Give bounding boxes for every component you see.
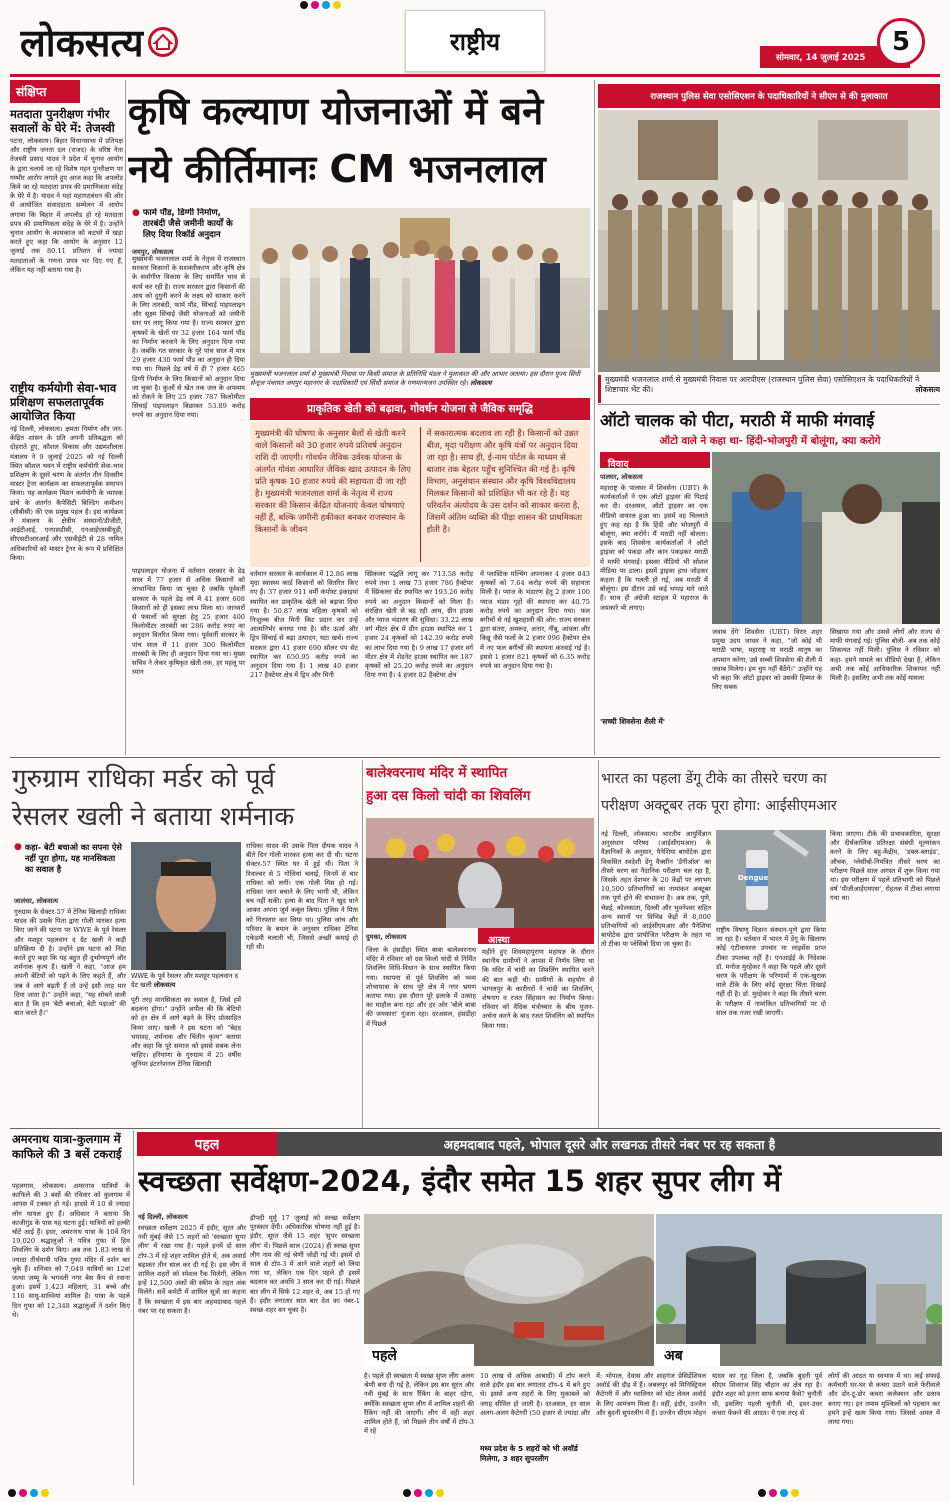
masthead bbox=[0, 0, 950, 78]
dengue-col-2: राष्ट्रीय विषाणु विज्ञान संस्थान-पुणे द्वारा किया जा रहा है। वर्तमान में भारत में डेंगू के खिलाफ कोई एंटीवायरल उपचार या लाइसेंस प्राप्त टीका उपलब्ध नहीं है। एनआईई के निदेशक डॉ. मनोज मुरहेकर ने कहा कि पहले और दूसरे चरण के परीक्षण के परिणामों में एक-खुराक वाले टीके के लिए कोई सुरक्षा चिंता दिखाई नहीं दी है। डॉ. मुरहेकर ने कहा कि तीसरे चरण के परीक्षण में नामांकित प्रतिभागियों पर दो साल तक नजर रखी जाएगी। bbox=[716, 926, 826, 1017]
dengue-photo bbox=[716, 830, 826, 922]
swachh-banner-text: अहमदाबाद पहले, भोपाल दूसरे और लखनऊ तीसरे नंबर पर रह सकता है bbox=[443, 1136, 776, 1152]
swachh-headline[interactable]: स्वच्छता सर्वेक्षण-2024, इंदौर समेत 15 शहर सुपर लीग में bbox=[138, 1164, 782, 1198]
swachh-tag: पहल bbox=[194, 1136, 220, 1153]
temple-col-1: जिला के हंसडीहा स्थित बाबा बालेश्वरनाथ मंदिर में रविवार को दस किलो चांदी से निर्मित शिवलिंग विधि-विधान के साथ स्थापित किया गया। स्थापना से पूर्व शिवलिंग को भव्य शोभायात्रा के साथ पूरे क्षेत्र में नगर भ्रमण कराया गया। इस दौरान पूरे इलाके में उत्साह का माहौल बना रहा और हर ओर 'बोले बाबा की जयकारा' गूंजता रहा। दरअसल, हंसडीहा में पिछले bbox=[366, 946, 476, 1028]
section-tab bbox=[405, 10, 545, 72]
police-title-bar: राजस्थान पुलिस सेवा एसोसिएशन के पदाधिकारियों ने सीएम से की मुलाकात bbox=[598, 84, 940, 108]
gurugram-photo-caption: WWE के पूर्व रेसलर और मशहूर पहलवान द ग्रेट खली लोकसत्य bbox=[131, 972, 238, 989]
auto-headline[interactable]: ऑटो चालक को पीटा, मराठी में माफी मंगवाई bbox=[600, 411, 875, 430]
auto-col-2: जवाब देंगे' शिवसेना (UBT) विरार शहर प्रमुख उदय जाधव ने कहा, "जो कोई भी मराठी भाषा, महाराष्ट्र या मराठी मानुष का अपमान करेगा, उसे सच्ची शिवसेना की शैली में जवाब मिलेगा। हम चुप नहीं बैठेंगे।" उन्होंने यह भी कहा कि ऑटो ड्राइवर को उसकी हिम्मत के लिए सबक bbox=[712, 628, 822, 692]
vial-label: Dengue bbox=[738, 874, 769, 882]
temple-photo bbox=[366, 818, 594, 928]
gurugram-byline: जालंधर, लोकसत्य bbox=[14, 897, 59, 905]
gurugram-photo bbox=[131, 842, 241, 970]
police-photo bbox=[598, 110, 940, 372]
auto-tag: विवाद bbox=[600, 452, 710, 468]
lead-byline: जयपुर, लोकसत्य bbox=[132, 248, 174, 256]
lead-photo bbox=[250, 208, 590, 368]
section-title: राष्ट्रीय bbox=[449, 27, 501, 56]
lead-kicker: ● फार्म पौंड, डिग्गी निर्माण, तारबंदी जैसे जमीनी कार्यों के लिए दिया रिकॉर्ड अनुदान जयपुर, लोकसत्य bbox=[132, 208, 245, 256]
gurugram-kicker: ● कहा- बेटी बचाओ का सपना ऐसे नहीं पूरा होगा, यह मानसिकता का सवाल है bbox=[14, 842, 122, 874]
brief-column bbox=[10, 80, 123, 755]
temple-col-2: महीने हुए शिवमहापुराण महायज्ञ के दौरान स्थानीय ग्रामीणों ने आपस में निर्णय लिया था कि मंदिर में चांदी का शिवलिंग स्थापित करने की बात कही थी। ग्रामीणों के सहयोग से भागलपुर के कारीगरों ने चांदी का शिवलिंग, शेषनाग व रजत सिंहासन का निर्माण किया। रविवार को वैदिक मंत्रोच्चार के बीच पूजन-अर्चना करने के बाद रजत शिवलिंग को स्थापित किया गया। bbox=[482, 948, 594, 1030]
auto-photo bbox=[712, 452, 940, 624]
amarnath-headline[interactable]: अमरनाथ यात्रा-कुलगाम में काफिले की 3 बसें टकराई bbox=[12, 1132, 122, 1161]
swachh-col-1: स्वच्छता सर्वेक्षण 2025 में इंदौर, सूरत और नवी मुंबई जैसे 15 शहरों को 'स्वच्छता सुपर लीग' में रखा गया है। पहले इनमें दो साल टॉप-3 में रहे शहर शामिल होते थे, अब अवार्ड बढ़ाकर तीन साल कर दी गई है। इस लीग में शामिल शहरों को स्पेशल रैंक मिलेगी, लेकिन इन्हें 12,500 अंकों की स्कीम के तहत अंक मिलेंगे। सर्वे कमेटी में शामिल सूत्रों का कहना है कि स्वच्छता में इस बार अहमदाबाद पहले नंबर पर रह सकता है। bbox=[138, 1224, 246, 1315]
gurugram-col-2: पूरी तरह मानसिकता का सवाल है, जिसे हमें बदलना होगा।" उन्होंने अपील की कि बेटियों को हर क्षेत्र में आगे बढ़ने के लिए प्रोत्साहित किया जाए। खली ने इस घटना को "बेहद भयावह, शर्मनाक और चिंतीन कृत्य" बताया और कहा कि पूरे समाज को इससे सबक लेना चाहिए। हरियाणा के गुरुग्राम में 25 वर्षीय जूनियर इंटरनेशनल टेनिस खिलाड़ी bbox=[131, 996, 241, 1069]
brief-headline-2[interactable]: राष्ट्रीय कर्मयोगी सेवा-भाव प्रशिक्षण सफलतापूर्वक आयोजित किया bbox=[10, 381, 117, 423]
auto-col-1: महाराष्ट्र के पालघर में शिवसेना (UBT) के कार्यकर्ताओं ने एक ऑटो ड्राइवर की पिटाई कर दी। दरअसल, ऑटो ड्राइवर का एक वीडियो वायरल हुआ था। इसमें वह चिल्लाते हुए कह रहा है कि हिंदी और भोजपुरी में बोलूंगा, क्या करोगे। मैं मराठी नहीं बोलता। इसके बाद शिवसेना कार्यकर्ताओं ने ऑटो ड्राइवर को पकड़ा और कान पकड़कर मराठी में माफी मंगवाई। इसका वीडियो भी सोशल मीडिया पर डाला। इसमें ड्राइवर हाथ जोड़कर कहता है कि गलती हो गई, अब मराठी में बोलूंगा। इस दौरान उसे कई थप्पड़ मारे जाते हैं। साथ ही अंग्रेजी स्टाइल में महाराज के जयकारे भी लगाए। bbox=[600, 484, 708, 612]
before-label: पहले bbox=[364, 1344, 474, 1366]
swachh-col-2: द्रौपदी मुर्मु 17 जुलाई को स्वच्छ सर्वेक्षण पुरस्कार देंगी। अधिकारिक घोषणा नहीं हुई है। इंदौर, सूरत जैसे 15 शहर 'सुपर स्वच्छता लीग' में। पिछले साल (2024) ही स्वच्छ सुपर लीग नाम की नई श्रेणी जोड़ी गई थी। इसमें दो साल से टॉप-3 में आने वाले शहरों को लिया गया था, लेकिन एक दिन पहले ही इसमें बदलाव कर अवधि 3 साल कर दी गई। पिछले बार लीग में सिर्फ 12 शहर थे, अब 15 हो गए हैं। इंदौर लगातार सात बार देश का नंबर-1 स्वच्छ शहर बन चुका है। bbox=[250, 1214, 360, 1315]
highlight-box: मुख्यमंत्री की घोषणा के अनुसार बैलों से खेती करने वाले किसानों को 30 हजार रुपये प्रतिवर्ष अनुदान राशि दी जाएगी। गोवर्धन जैविक उर्वरक योजना के अंतर्गत गोवंश आधारित जैविक खाद उत्पादन के लिए प्रति कृषक 10 हजार रुपये की सहायता दी जा रही है। मुख्यमंत्री भजनलाल शर्मा के नेतृत्व में राज्य सरकार की किसान केंद्रित योजनाएं केवल घोषणाएं नहीं हैं, बल्कि जमीनी हकीकत बनकर राजस्थान के किसानों के जीवन में सकारात्मक बदलाव ला रही हैं। किसानों को उन्नत बीज, मृदा परीक्षण और कृषि यंत्रों पर अनुदान दिया जा रहा है। साथ ही, ई-नाम पोर्टल के माध्यम से बाजार तक बेहतर पहुँच सुनिश्चित की गई है। कृषि विभाग, अनुसंधान संस्थान और कृषि विश्वविद्यालय मिलकर किसानों को प्रशिक्षित भी कर रहे हैं। यह परिवर्तन अंत्योदय के उस दर्शन को साकार करता है, जिसमें अंतिम व्यक्ति की पीड़ा शासन की प्राथमिकता होती है। bbox=[250, 422, 590, 567]
swachh-banner bbox=[137, 1132, 942, 1156]
temple-byline: दुमका, लोकसत्य bbox=[366, 933, 407, 941]
swachh-before-photo bbox=[364, 1214, 654, 1366]
swachh-bot-2-head: मध्य प्रदेश के 5 शहरों को भी अवॉर्ड मिलेगा, 3 शहर सुपरलीग bbox=[480, 1444, 578, 1463]
lead-col-4: स्प्रिंकलर पद्धति लागू कर 713.58 करोड़ रुपये तथा 1 लाख 73 हजार 786 हैक्टेयर में स्प्रिंकलर सेट स्थापित कर 193.26 करोड़ रुपये का अनुदान किसानों को मिला है। संरक्षित खेती से बढ़ रही आय, ग्रीन हाउस और प्याज भंडारण की सुविधा। 33.22 लाख वर्ग मीटर क्षेत्र में ग्रीन हाउस स्थापित कर 1 हजार 24 कृषकों को 142.39 करोड़ रुपये का लाभ दिया गया है। 9 लाख 17 हजार वर्ग मीटर क्षेत्र में शेडनेट हाउस स्थापित कर 187 कृषकों को 25.20 करोड़ रुपये का अनुदान दिया गया है। 4 हजार 82 हैक्टेयर क्षेत्र bbox=[365, 570, 473, 680]
gurugram-col-1: गुरुग्राम के सेक्टर-57 में टेनिस खिलाड़ी राधिका यादव की उसके पिता द्वारा गोली मारकर हत्या किए जाने की घटना पर WWE के पूर्व रेसलर और मशहूर पहलवान द ग्रेट खली ने कड़ी प्रतिक्रिया दी है। उन्होंने इस घटना को निंदा करते हुए कहा कि यह बहुत ही दुर्भाग्यपूर्ण और शर्मनाक कृत्य है। खली ने कहा, "आज हम अपनी बेटियों को पढ़ने के लिए कहते हैं, और जब वे आगे बढ़ती हैं तो उन्हें इसी तरह मार दिया जाता है।" उन्होंने कहा, "यह सोचने वाली बात है कि हम 'बेटी बचाओ, बेटी पढ़ाओ' की बात करते हैं।" bbox=[14, 908, 126, 1018]
brief-headline-1[interactable]: मतदाता पुनरीक्षण गंभीर सवालों के घेरे में: तेजस्वी bbox=[10, 107, 115, 135]
page-number: 5 bbox=[877, 18, 925, 66]
brief-body-2: नई दिल्ली, लोकसत्य। क्षमता निर्माण और जन-केंद्रित शासन के प्रति अपनी प्रतिबद्धता को दोहराते हुए, कौशल विकास और उद्यमशीलता मंत्रालय ने 9 जुलाई 2025 को नई दिल्ली स्थित कौशल भवन में राष्ट्रीय कर्मयोगी सेवा-भाव प्रशिक्षण के दूसरे चरण के अंतर्गत तीन दिवसीय मास्टर ट्रेनर कार्यक्रम का सफलतापूर्वक समापन किया। यह कार्यक्रम मिशन कर्मयोगी के व्यापक ढांचे के अंतर्गत कैपेसिटी बिल्डिंग कमीशन (सीबीसी) की एक प्रमुख पहल है। इस कार्यक्रम ने मंत्रालय के क्षेत्रीय संस्थानों/डीजीटी, आईटीआई, एनएसडीसी, एनआईएसबीयूडी, सीएसटीआरआई और एसवीईटी से 28 नामित अधिकारियों को मास्टर ट्रेनर के रूप में प्रशिक्षित किया। bbox=[10, 425, 123, 562]
gurugram-headline[interactable]: गुरुग्राम राधिका मर्डर को पूर्व रेसलर खली ने बताया शर्मनाक bbox=[12, 764, 295, 832]
dengue-col-1: नई दिल्ली, लोकसत्य। भारतीय आयुर्विज्ञान अनुसंधान परिषद (आईसीएमआर) के वैज्ञानिकों के अनुसार, पैनेशिया बायोटेक द्वारा विकसित स्वदेशी डेंगू वैक्सीन 'डेंगीऑल' का तीसरे चरण का नैदानिक परीक्षण चल रहा है, जिसके तहत देशभर के 20 केंद्रों पर लगभग 10,500 प्रतिभागियों का नामांकन अक्टूबर तक पूर्ण होने की संभावना है। अब तक, पुणे, चेन्नई, कोलकाता, दिल्ली और भुवनेश्वर सहित अन्य स्थानों पर विभिन्न केंद्रों में 8,000 प्रतिभागियों को आईसीएमआर और पैनेशिया बायोटेक द्वारा प्रायोजित परीक्षण के तहत या तो टीका या प्लेसिबो दिया जा चुका है। bbox=[601, 830, 711, 949]
brief-body-1: पटना, लोकसत्य। बिहार विधानसभा में प्रतिपक्ष और राष्ट्रीय जनता दल (राजद) के वरिष्ठ नेता तेजस्वी प्रसाद यादव ने प्रदेश में चुनाव आयोग के द्वारा चलाये जा रहे विशेष गहन पुनरीक्षण पर गम्भीर आरोप लगाते हुए आज कहा कि अपलोड किये जा रहे मतदाता प्रपत्र की प्रमाणिकता संदेह के घेरे में है। यादव ने यहां महागठबंधन की ओर से आयोजित संवाददाता सम्मेलन में आरोप लगाया कि बिहार में अपलोड हो रहे मतदाता प्रपत्र की प्रमाणिकता संदेह के घेरे में है। उन्होंने चुनाव आयोग के कामकाज को कटघरे में खड़ा करते हुए कहा कि आयोग के अनुसार 12 जुलाई तक 80.11 प्रतिशत से ज्यादा मतदाताओं के गणना प्रपत्र भर दिए गए हैं, लेकिन यह नहीं बताया गया है। bbox=[10, 137, 123, 274]
lead-photo-caption: मुख्यमंत्री भजनलाल शर्मा से मुख्यमंत्री निवास पर किसी समाज के प्रतिनिधि मंडल ने मुलाकात की और आभार जताया। इस दौरान पूज्य सिंधी सेन्ट्रल पंचायत जयपुर महानगर के पदाधिकारी एवं सिंधी समाज के गणमान्यजन उपस्थित रहे। लोकसत्य bbox=[250, 370, 581, 387]
logo[interactable]: लोकसत्य bbox=[20, 12, 178, 72]
lead-col-2: पाइपलाइन योजना में वर्तमान सरकार के डेढ़ साल में 77 हजार से अधिक किसानों को लाभान्वित किया जा चुका है जबकि पूर्ववर्ती सरकार के पहले डेढ़ वर्ष में 41 हजार 608 किसानों को ही इसका लाभ मिला था। जानवरों से फसलों को सुरक्षा हेतु 25 हजार 400 किलोमीटर तारबंदी का 286 करोड़ रुपए का अनुदान वितरित किया गया। पूर्ववर्ती सरकार के पांच साल में 11 हजार 300 किलोमीटर तारबंदी के लिए ही अनुदान दिया गया था। मुख्य सचिव ने लेकर कृषिकृत खेती तक, हर पहलू पर ध्यान bbox=[132, 567, 245, 677]
swachh-bot-3: में: भोपाल, देवास और शाहगंज प्रेसिडेंशियल अवॉर्ड की दौड़ में हैं। जबलपुर को मिनिस्ट्रियल कैटेगरी में और ग्वालियर को स्टेट लेवल अवॉर्ड के लिए आमंत्रण मिला है। वहीं, इंदौर, उज्जैन और बुदनी सुपरलीग में हैं। उज्जैन सीएम मोहन bbox=[596, 1372, 706, 1417]
lead-col-5: में प्लास्टिक मल्चिंग अपनाकर 4 हजार 843 कृषकों को 7.64 करोड़ रुपये की सहायता मिली है। प्याज के भंडारण हेतु 2 हजार 100 प्याज भंडार गृहों की स्थापना कर 40.75 करोड़ रुपये का अनुदान दिया गया। फल बगीचों से नई खुशहाली की ओर: राज्य सरकार द्वारा संतरा, अमरूद, अनार, नींबू, आंवला और किन्नू जैसे फलों के 2 हजार 996 हैक्टेयर क्षेत्र में नए फल बगीचों की स्थापना करवाई गई है। इससे 1 हजार 821 कृषकों को 6.35 करोड़ रुपये का अनुदान दिया गया है। bbox=[480, 570, 590, 671]
after-label: अब bbox=[656, 1344, 720, 1366]
auto-subhead: ऑटो वाले ने कहा था- हिंदी-भोजपुरी में बोलूंगा, क्या करोगे bbox=[659, 435, 881, 447]
temple-tag: आस्था bbox=[478, 928, 594, 944]
swachh-bot-4: यादव का गृह जिला है, जबकि बुदनी पूर्व सीएम शिवराज सिंह चौहान का क्षेत्र रहा है। इंदौर शहर को इतना साफ बनाया कैसे? चुनौती थी, इसलिए पहली चुनौती थी, इधर-उधर कचरा फेंकने की आदत। ये एक तरह से bbox=[712, 1372, 822, 1417]
home-icon bbox=[148, 27, 178, 57]
amarnath-body: पहलगाम, लोकसत्य। अमरनाथ यात्रियों के काफिले की 3 बसों की रविवार को कुलगाम में आपस में टक्कर हो गई। हादसे में 10 से ज्यादा लोग घायल हुए हैं। अधिकार ने बताया कि काजीगुंड के पास यह घटना हुई। यात्रियों को हल्की चोटें आई हैं। इधर, अमरनाथ यात्रा के 10वें दिन 19,020 श्रद्धालुओं ने पवित्र गुफा में हिम शिवलिंग के दर्शन किए। अब तक 1.83 लाख से ज्यादा तीर्थयात्री पवित्र गुफा मंदिर में दर्शन कर चुके हैं। शनिवार को 7,049 यात्रियों का 12वां जत्था जम्मू के भगवती नगर बेस कैंप से रवाना हुआ। इसमें 1,423 महिलाएं, 31 बच्चे और 116 साधु-साध्वियां शामिल हैं। यात्रा के पहले दिन गुफा को 12,348 श्रद्धालुओं ने दर्शन किए थे। bbox=[12, 1182, 130, 1319]
swachh-byline: नई दिल्ली, लोकसत्य bbox=[138, 1213, 188, 1221]
police-caption: मुख्यमंत्री भजनलाल शर्मा से मुख्यमंत्री निवास पर आरपीएस (राजस्थान पुलिस सेवा) एसोसिएशन के पदाधिकारियों ने शिष्टाचार भेंट की। लोकसत्य bbox=[598, 375, 940, 403]
color-strip-bottom bbox=[0, 1488, 950, 1498]
color-strip-top bbox=[0, 0, 950, 10]
temple-headline[interactable]: बालेश्वरनाथ मंदिर में स्थापित हुआ दस किलो चांदी का शिवलिंग bbox=[366, 765, 531, 804]
lead-headline[interactable]: कृषि कल्याण योजनाओं में बने नये कीर्तिमानः CM भजनलाल bbox=[128, 89, 546, 191]
gurugram-col-3: राधिका यादव की उसके पिता दीपक यादव ने बीते दिन गोली मारकर हत्या कर दी थी। घटना सेक्टर-57 स्थित घर में हुई थी। पिता ने रिवाल्वर से 5 गोलियां चलाईं, जिनमें से चार राधिका को लगीं। एक गोली मिस हो गई। राधिका जान बचाने के लिए भागी थी, लेकिन बच नहीं सकी। हत्या के बाद पिता ने खुद थाने आकर अपना जुर्म कबूल किया। पुलिस ने पिता को गिरफ्तार कर लिया था। पुलिस जांच और परिवार के बयान के अनुसार राधिका टेनिस एकेडमी चलाती थी, जिससे अच्छी कमाई हो रही थी। bbox=[246, 842, 358, 952]
sub-banner: प्राकृतिक खेती को बढ़ावा, गोवर्धन योजना से जैविक समृद्धि bbox=[250, 398, 590, 420]
date: सोमवार, 14 जुलाई 2025 bbox=[776, 52, 866, 63]
auto-col-3: सिखाया गया और उससे लोगों और राज्य से माफी मंगवाई गई। पुलिस बोली- अब तक कोई शिकायत नहीं मिली। पुलिस ने रविवार को कहा- हमने मामले का वीडियो देखा है, लेकिन अभी तक कोई आधिकारिक शिकायत नहीं मिली है। इसलिए अभी तक कोई मामला bbox=[830, 628, 940, 683]
swachh-after-photo bbox=[656, 1214, 942, 1366]
dengue-headline[interactable]: भारत का पहला डेंगू टीके का तीसरे चरण का परीक्षण अक्टूबर तक पूरा होगा: आईसीएमआर bbox=[601, 771, 837, 814]
brief-label: संक्षिप्त bbox=[10, 80, 80, 103]
dengue-col-3: किया जाएगा। टीके की प्रभावकारिता, सुरक्षा और दीर्घकालिक प्रतिरक्षा संबंधी मूल्यांकन करने के लिए बहु-केंद्रीय, 'डबल-ब्लाइंड', औचक, प्लेसीबो-नियंत्रित तीसरे चरण का परीक्षण पिछले साल अगस्त में शुरू किया गया था। इस परीक्षण में पहले प्रतिभागी को पिछले वर्ष 'पीजीआईएमएस', रोहतक में टीका लगाया गया था। bbox=[830, 830, 940, 903]
auto-quote: 'सच्ची शिवसेना शैली में' bbox=[600, 717, 666, 726]
swachh-bot-2: 10 लाख से अधिक आबादी) में टॉप करने वाले इंदौर इस बार लगातार टॉप-4 में बने हुए थे। इससे अन्य शहरों के लिए मुकाबले को जगह सीमित हो जाती है। दरअसल, हर साल अलग-अलग कैटेगरी (50 हजार से ज्यादा और bbox=[480, 1372, 590, 1417]
swachh-bot-1: है। पहले ही स्वच्छता में स्वच्छ सुपर लीग अलग श्रेणी बना दी गई है, लेकिन इस बार सूरत और नवी मुंबई के साथ रैंकिंग के बाहर रहेगा, क्योंकि स्वच्छता सुपर लीग में शामिल शहरों की रैंकिंग नहीं की जाएगी। लीग में वही शहर शामिल होते हैं, जो पिछले तीन वर्षों में टॉप-3 में रहे bbox=[364, 1372, 474, 1436]
lead-col-3: वर्तमान सरकार के कार्यकाल में 12.86 लाख मृदा स्वास्थ्य कार्ड किसानों को वितरित किए गए हैं। 37 हजार 911 वर्मी कंपोस्ट इकाइयां स्थापित कर प्राकृतिक खेती को बढ़ावा दिया गया है। 50.87 लाख महिला कृषकों को निःशुल्क बीज मिनी किट प्रदान कर उन्हें आत्मनिर्भर बनाया गया है। सौर ऊर्जा और ड्रिप सिंचाई से बढ़ा उत्पादन, घटा खर्च। राज्य सरकार द्वारा 41 हजार 690 सोलर पंप सेट स्थापित कर 650.95 करोड़ रुपये का अनुदान दिया गया है। 1 लाख 40 हजार 217 हैक्टेयर क्षेत्र में ड्रिप और मिनी bbox=[250, 570, 358, 680]
auto-byline: पालघर, लोकसत्य bbox=[600, 473, 643, 481]
lead-col-1: मुख्यमंत्री भजनलाल शर्मा के नेतृत्व में राजस्थान सरकार किसानों के सशक्तीकरण और कृषि क्षेत्र के सर्वांगीण विकास के लिए समर्पित भाव से कार्य कर रही है। राज्य सरकार द्वारा किसानों की आय को दुगुनी करने के लक्ष्य को साकार करने के लिए तारबंदी, फार्म पौंड, सिंचाई पाइपलाइन और सूक्ष्म सिंचाई जैसी योजनाओं को जमीनी स्तर पर लागू किया गया है। राज्य सरकार द्वारा कृषकों के खेतों पर 32 हजार 164 फार्म पौंड का निर्माण करवाने के लिए अनुदान दिया गया है। जबकि गत सरकार के पूरे पांच साल में मात्र 29 हजार 430 फार्म पौंड का अनुदान ही दिया गया था। पिछले डेढ़ वर्ष में ही 7 हजार 465 डिग्गी निर्माण के लिए किसानों को अनुदान दिया जा चुका है। कुओं से खेत तक जल के अपव्यय को रोकने के लिए 25 हजार 787 किलोमीटर सिंचाई पाइपलाइन बिछाकर 53.89 करोड़ रुपये का अनुदान दिया गया। bbox=[132, 255, 245, 420]
swachh-bot-5: लोगों की आदत या स्वभाव में था। कई सफाई कर्मचारी घर-घर से कचरा उठाने वाले फेरीवाले और डोर-टू-डोर कचरा कलेक्शन और डलाव बनाए गए। इन तमाम मुश्किलों को पहचान कर हमने इन्हें खत्म किया गया। जिससे अमल में लाया गया। bbox=[828, 1372, 940, 1427]
